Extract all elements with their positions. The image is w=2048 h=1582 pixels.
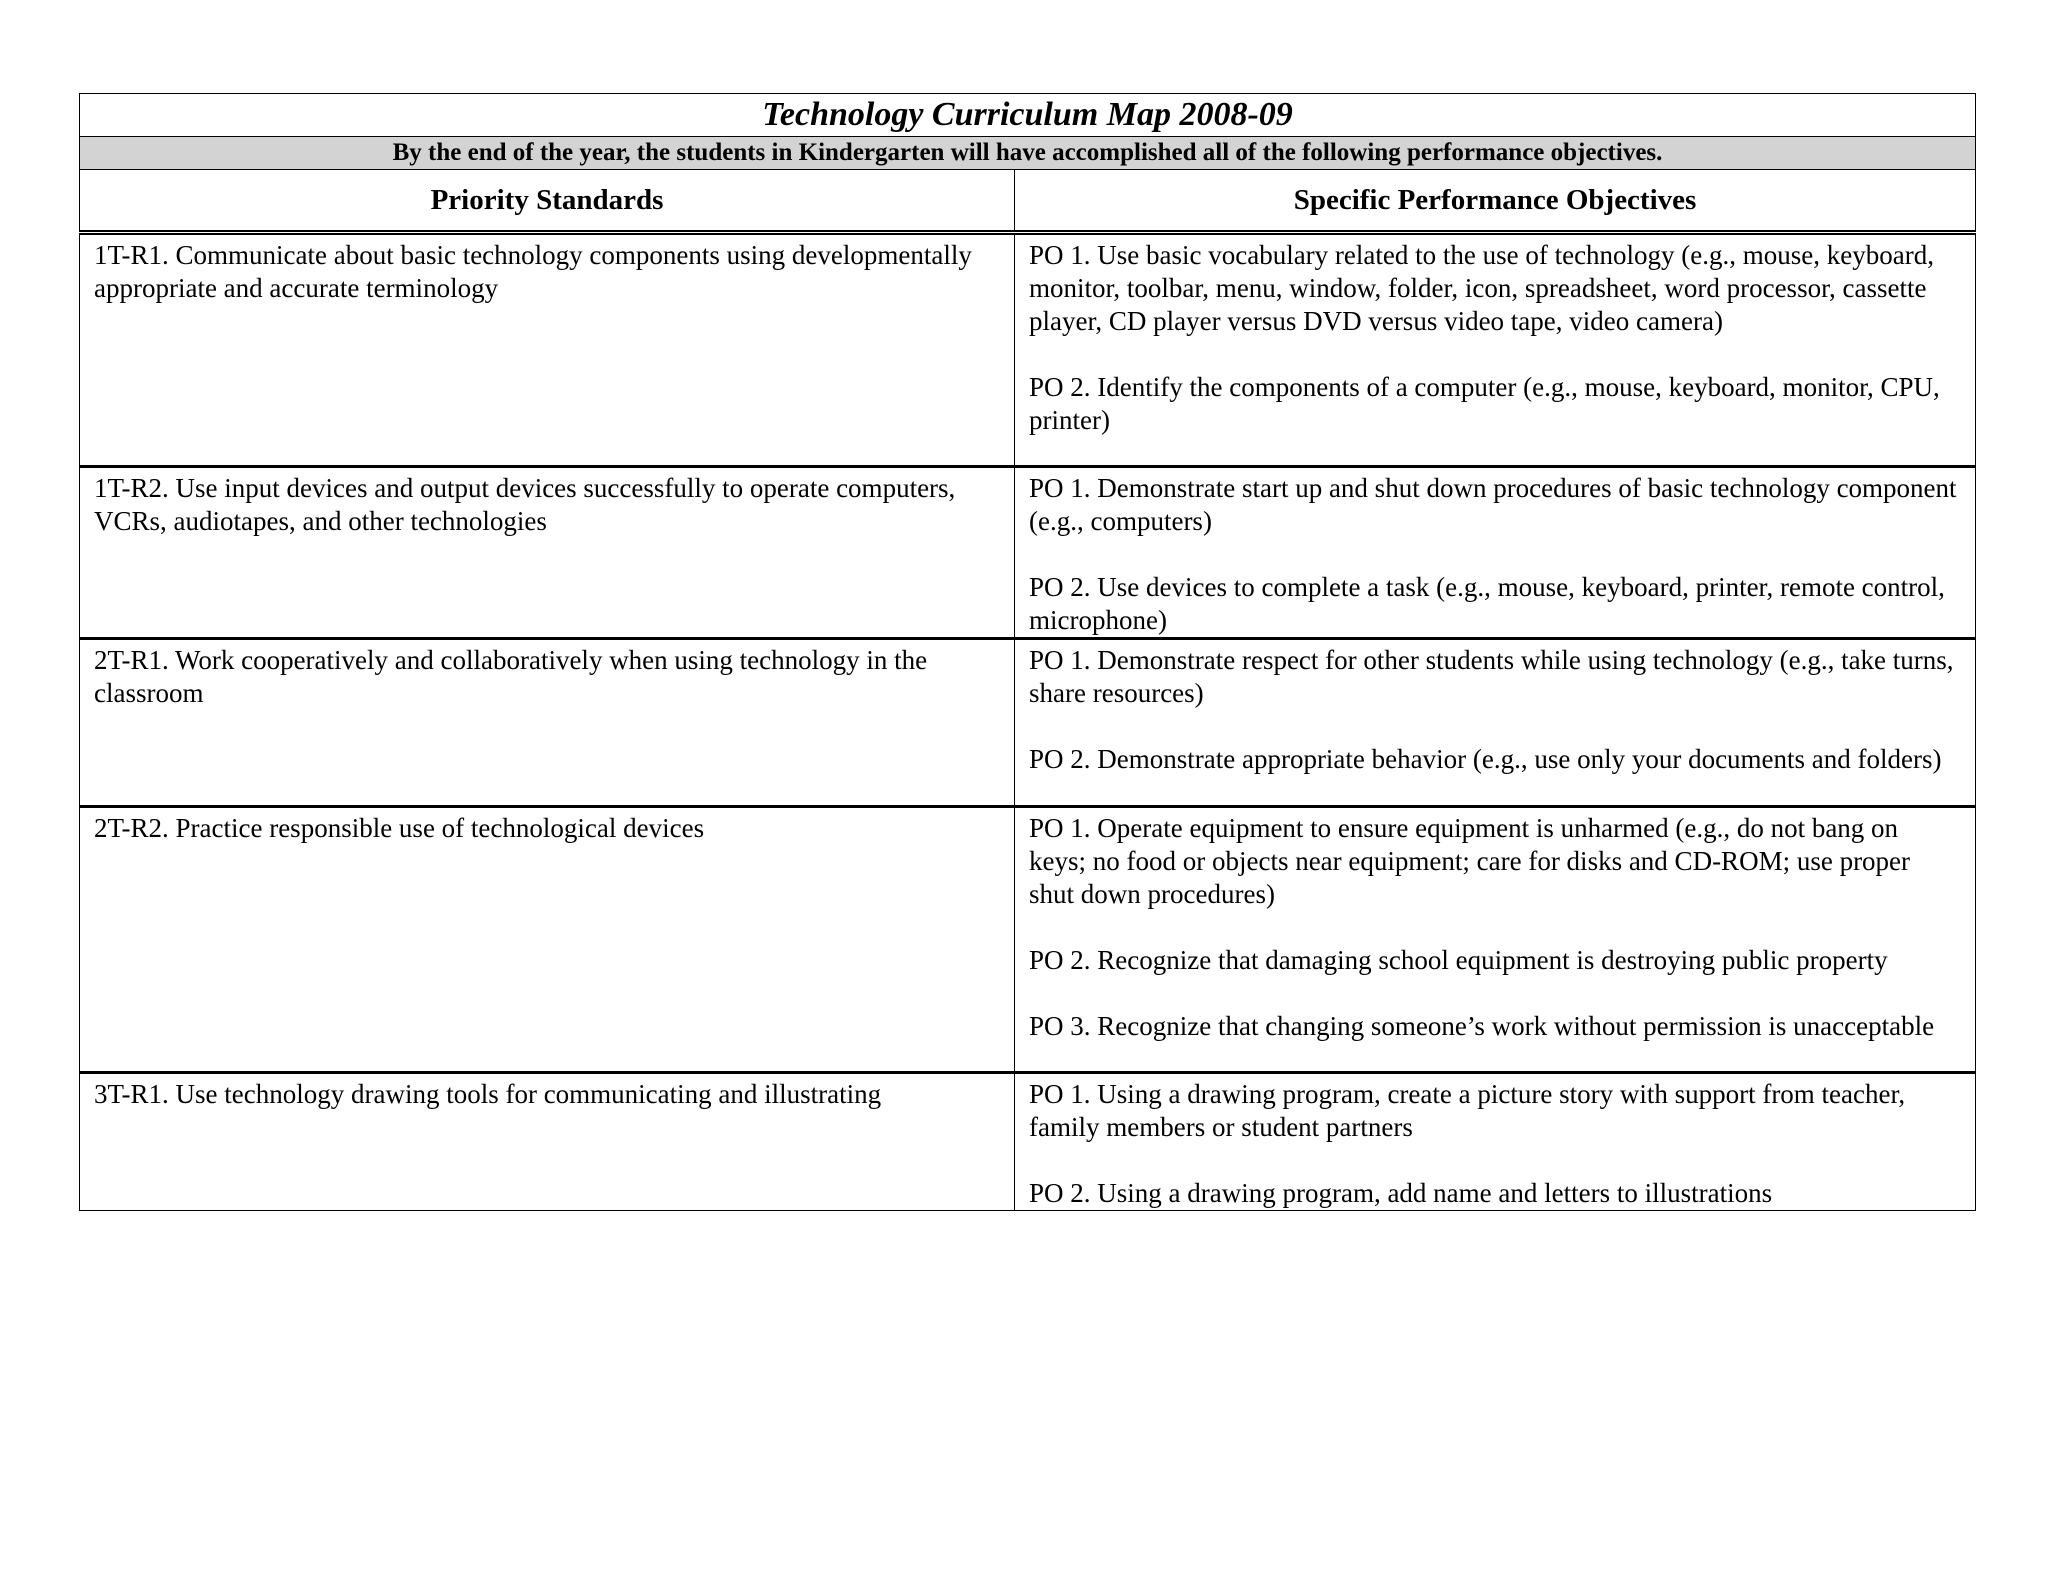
table-row: [80, 233, 1976, 467]
objective-item: PO 1. Use basic vocabulary related to the use of technology (e.g., mouse, keyboard, monitor, toolbar, menu, window, folder, icon, spreadsheet, word processor, cassette player, CD player versus DVD versus video tape, video camera): [1029, 240, 1934, 336]
header-row: [80, 170, 1976, 233]
objective-item: PO 1. Demonstrate start up and shut down procedures of basic technology component (e.g., computers): [1029, 473, 1957, 536]
table-row: [80, 467, 1976, 639]
column-header-priority-standards: Priority Standards: [80, 170, 1015, 233]
objectives-banner: By the end of the year, the students in Kindergarten will have accomplished all of the following performance objectives.: [80, 137, 1976, 170]
document-title: Technology Curriculum Map 2008-09: [80, 94, 1976, 137]
objectives-cell: [1015, 233, 1976, 467]
objective-item: PO 1. Using a drawing program, create a picture story with support from teacher, family members or student partners: [1029, 1079, 1906, 1142]
objective-item: PO 2. Use devices to complete a task (e.g., mouse, keyboard, printer, remote control, microphone): [1029, 572, 1945, 635]
banner-row: [80, 137, 1976, 170]
objective-item: PO 1. Operate equipment to ensure equipment is unharmed (e.g., do not bang on keys; no food or objects near equipment; care for disks and CD-ROM; use proper shut down procedures): [1029, 813, 1911, 909]
objective-item: PO 2. Recognize that damaging school equipment is destroying public property: [1029, 945, 1888, 975]
objectives-cell: [1015, 1073, 1976, 1211]
table-row: [80, 1073, 1976, 1211]
objectives-cell: [1015, 467, 1976, 639]
priority-standard: 1T-R1. Communicate about basic technology components using developmentally appropriate and accurate terminology: [80, 233, 1015, 467]
title-row: [80, 94, 1976, 137]
objective-item: PO 2. Using a drawing program, add name and letters to illustrations: [1029, 1178, 1773, 1208]
priority-standard: 2T-R1. Work cooperatively and collaboratively when using technology in the classroom: [80, 639, 1015, 807]
objective-item: PO 2. Identify the components of a computer (e.g., mouse, keyboard, monitor, CPU, printer): [1029, 372, 1940, 435]
priority-standard: 1T-R2. Use input devices and output devices successfully to operate computers, VCRs, audiotapes, and other technologies: [80, 467, 1015, 639]
column-header-performance-objectives: Specific Performance Objectives: [1015, 170, 1976, 233]
table-row: [80, 807, 1976, 1073]
priority-standard: 3T-R1. Use technology drawing tools for communicating and illustrating: [80, 1073, 1015, 1211]
objectives-cell: [1015, 807, 1976, 1073]
priority-standard: 2T-R2. Practice responsible use of technological devices: [80, 807, 1015, 1073]
objective-item: PO 2. Demonstrate appropriate behavior (e.g., use only your documents and folders): [1029, 744, 1942, 774]
objectives-cell: [1015, 639, 1976, 807]
objective-item: PO 3. Recognize that changing someone’s work without permission is unacceptable: [1029, 1011, 1935, 1041]
table-row: [80, 639, 1976, 807]
objective-item: PO 1. Demonstrate respect for other students while using technology (e.g., take turns, share resources): [1029, 645, 1954, 708]
curriculum-map-table: [79, 93, 1976, 1211]
